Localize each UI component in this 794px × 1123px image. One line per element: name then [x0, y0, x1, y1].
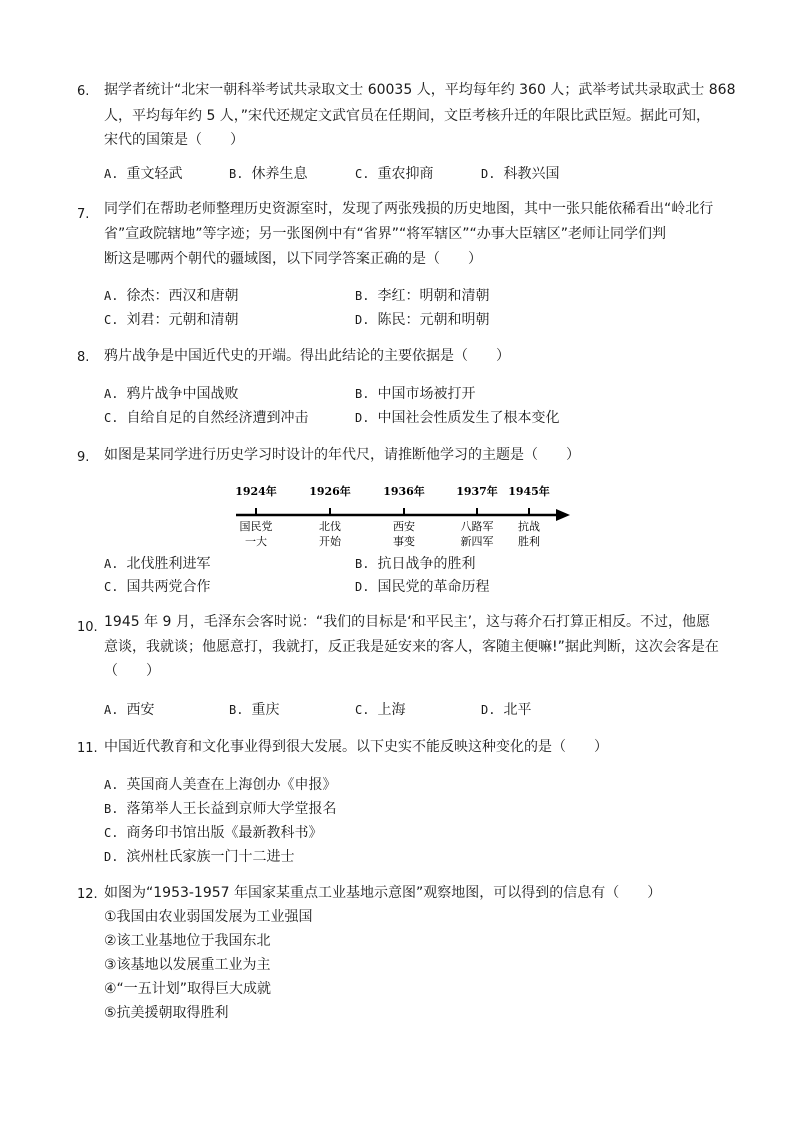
option-d[interactable]: D. 北平	[481, 702, 532, 718]
option-c[interactable]: C. 商务印书馆出版《最新教科书》	[104, 825, 323, 841]
timeline-event-label: 开始	[319, 535, 341, 548]
statement-item: ①我国由农业弱国发展为工业强国	[104, 909, 313, 925]
timeline-figure	[232, 480, 572, 552]
option-b[interactable]: B. 李红：明朝和清朝	[355, 288, 490, 304]
option-c[interactable]: C. 上海	[355, 702, 406, 718]
question-number: 6.	[77, 84, 90, 99]
option-d[interactable]: D. 国民党的革命历程	[355, 579, 490, 595]
option-b[interactable]: B. 落第举人王长益到京师大学堂报名	[104, 801, 337, 817]
statement-item: ③该基地以发展重工业为主	[104, 957, 271, 973]
arrow-right-icon	[556, 509, 570, 521]
timeline-event-label: 北伐	[319, 520, 341, 533]
timeline-event-label: 国民党	[239, 520, 273, 533]
option-d[interactable]: D. 陈民：元朝和明朝	[355, 312, 490, 328]
question-text-line: 省”宣政院辖地”等字迹；另一张图例中有“省界”“将军辖区”“办事大臣辖区”老师让同学们判	[104, 226, 667, 242]
option-a[interactable]: A. 徐杰：西汉和唐朝	[104, 288, 239, 304]
statement-item: ②该工业基地位于我国东北	[104, 933, 271, 949]
timeline-event-label: 胜利	[518, 535, 540, 548]
question-number: 12.	[77, 887, 98, 902]
question-text-line: （ ）	[104, 663, 160, 679]
question-text-line: 1945 年 9 月，毛泽东会客时说：“我们的目标是‘和平民主’，这与蒋介石打算正相反。不过，他愿	[104, 614, 711, 630]
question-number: 8.	[77, 350, 90, 365]
question-text-line: 意谈，我就谈；他愿意打，我就打，反正我是延安来的客人，客随主便嘛!”据此判断，这次会客是在	[104, 639, 719, 655]
option-a[interactable]: A. 北伐胜利进军	[104, 556, 211, 572]
question-text-line: 人，平均每年约 5 人，”宋代还规定文武官员在任期间，文臣考核升迁的年限比武臣短。据此可知，	[104, 108, 711, 124]
question-number: 11.	[77, 741, 98, 756]
timeline-event-label: 新四军	[460, 535, 494, 548]
option-b[interactable]: B. 中国市场被打开	[355, 386, 476, 402]
question-text-line: 鸦片战争是中国近代史的开端。得出此结论的主要依据是（ ）	[104, 348, 510, 364]
option-b[interactable]: B. 重庆	[229, 702, 280, 718]
timeline-event-label: 八路军	[460, 520, 494, 533]
option-d[interactable]: D. 科教兴国	[481, 166, 560, 182]
timeline-year-label: 1924年	[235, 485, 277, 498]
option-c[interactable]: C. 刘君：元朝和清朝	[104, 312, 239, 328]
option-a[interactable]: A. 鸦片战争中国战败	[104, 386, 239, 402]
option-c[interactable]: C. 重农抑商	[355, 166, 434, 182]
statement-item: ⑤抗美援朝取得胜利	[104, 1005, 229, 1021]
option-a[interactable]: A. 重文轻武	[104, 166, 183, 182]
timeline-year-label: 1937年	[456, 485, 498, 498]
timeline-event-label: 一大	[245, 535, 267, 548]
question-text-line: 如图是某同学进行历史学习时设计的年代尺，请推断他学习的主题是（ ）	[104, 447, 580, 463]
timeline-year-label: 1945年	[508, 485, 550, 498]
question-text-line: 宋代的国策是（ ）	[104, 132, 244, 148]
question-text-line: 中国近代教育和文化事业得到很大发展。以下史实不能反映这种变化的是（ ）	[104, 739, 608, 755]
timeline-event-label: 抗战	[518, 520, 540, 533]
question-number: 7.	[77, 207, 90, 222]
timeline-year-label: 1926年	[309, 485, 351, 498]
statement-item: ④“一五计划”取得巨大成就	[104, 981, 272, 997]
option-a[interactable]: A. 英国商人美查在上海创办《申报》	[104, 777, 337, 793]
option-b[interactable]: B. 抗日战争的胜利	[355, 556, 476, 572]
option-c[interactable]: C. 国共两党合作	[104, 579, 211, 595]
question-text-line: 据学者统计“北宋一朝科举考试共录取文士 60035 人，平均每年约 360 人；武举考试共录取武士 868	[104, 82, 736, 98]
question-text-line: 如图为“1953-1957 年国家某重点工业基地示意图”观察地图，可以得到的信息有（ ）	[104, 885, 662, 901]
option-a[interactable]: A. 西安	[104, 702, 155, 718]
question-number: 10.	[77, 620, 98, 635]
option-b[interactable]: B. 休养生息	[229, 166, 308, 182]
timeline-year-label: 1936年	[383, 485, 425, 498]
question-number: 9.	[77, 450, 90, 465]
timeline-event-label: 事变	[393, 535, 415, 548]
option-d[interactable]: D. 中国社会性质发生了根本变化	[355, 410, 560, 426]
option-c[interactable]: C. 自给自足的自然经济遭到冲击	[104, 410, 309, 426]
question-text-line: 同学们在帮助老师整理历史资源室时，发现了两张残损的历史地图，其中一张只能依稀看出“岭北行	[104, 201, 714, 217]
option-d[interactable]: D. 滨州杜氏家族一门十二进士	[104, 849, 295, 865]
timeline-event-label: 西安	[393, 520, 415, 533]
question-text-line: 断这是哪两个朝代的疆域图，以下同学答案正确的是（ ）	[104, 251, 482, 267]
